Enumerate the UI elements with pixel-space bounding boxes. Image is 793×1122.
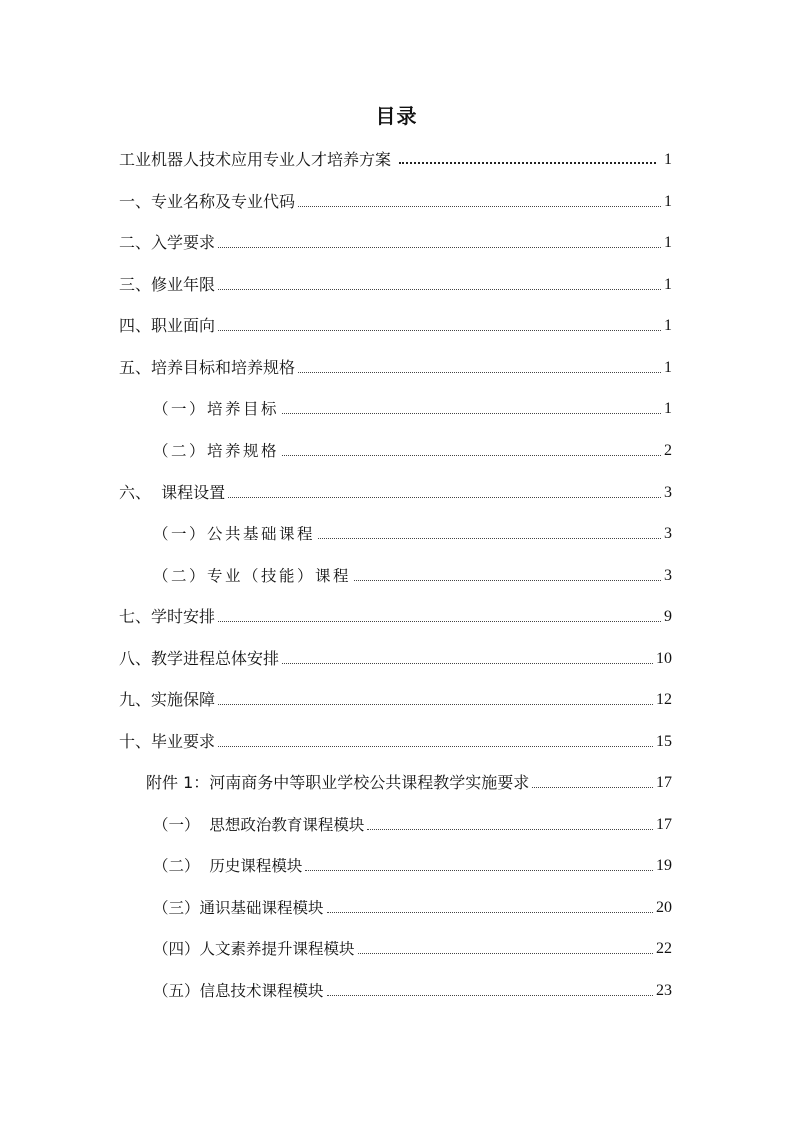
toc-dot-leader [218, 704, 653, 705]
toc-page-number: 1 [664, 193, 672, 210]
toc-entry-section-2[interactable] [119, 230, 672, 254]
toc-entry-section-6-1[interactable] [153, 521, 672, 545]
toc-entry-annex-1-2[interactable] [153, 853, 672, 877]
toc-entry-section-10[interactable] [119, 729, 672, 753]
toc-dot-leader [399, 162, 656, 164]
toc-page-number: 1 [664, 151, 672, 168]
toc-dot-leader [367, 829, 653, 830]
toc-entry-annex-1-1[interactable] [153, 812, 672, 836]
toc-page-number: 15 [656, 733, 672, 750]
toc-entry-label[interactable]: 十、毕业要求 [119, 732, 216, 751]
toc-entry-annex-1[interactable] [146, 770, 672, 794]
toc-entry-section-4[interactable] [119, 313, 672, 337]
toc-page-number: 12 [656, 691, 672, 708]
toc-entry-section-3[interactable] [119, 272, 672, 296]
toc-entry-label[interactable]: 二、入学要求 [119, 233, 216, 252]
toc-entry-section-5-1[interactable] [153, 396, 672, 420]
toc-entry-label[interactable]: 六、 课程设置 [119, 483, 226, 502]
toc-entry-section-6-2[interactable] [153, 563, 672, 587]
toc-entry-label[interactable]: 附件 1：河南商务中等职业学校公共课程教学实施要求 [146, 773, 530, 792]
toc-dot-leader [298, 206, 661, 207]
toc-page-number: 19 [656, 857, 672, 874]
toc-page-number: 3 [664, 525, 672, 542]
toc-page-number: 3 [664, 567, 672, 584]
toc-entry-label[interactable]: （一）培养目标 [153, 400, 280, 418]
toc-entry-label[interactable]: （一）公共基础课程 [153, 525, 316, 543]
toc-dot-leader [282, 455, 661, 456]
toc-entry-annex-1-3[interactable] [153, 895, 672, 919]
toc-entry-label[interactable]: （二）专业（技能）课程 [153, 567, 352, 585]
toc-dot-leader [327, 912, 653, 913]
toc-entry-label[interactable]: （四）人文素养提升课程模块 [153, 940, 355, 958]
toc-dot-leader [218, 289, 661, 290]
toc-entry-section-6[interactable] [119, 480, 672, 504]
toc-entry-section-5-2[interactable] [153, 438, 672, 462]
toc-page-number: 1 [664, 276, 672, 293]
toc-page-number: 22 [656, 940, 672, 957]
toc-page-number: 1 [664, 234, 672, 251]
toc-page-number: 3 [664, 484, 672, 501]
toc-entry-label[interactable]: （五）信息技术课程模块 [153, 982, 324, 1000]
toc-entry-annex-1-4[interactable] [153, 936, 672, 960]
toc-page-number: 1 [664, 359, 672, 376]
page-title: 目录 [375, 104, 418, 128]
toc-dot-leader [282, 413, 661, 414]
toc-entry-label[interactable]: 九、实施保障 [119, 690, 216, 709]
toc-entry-section-8[interactable] [119, 646, 672, 670]
toc-page-number: 17 [656, 774, 672, 791]
toc-entry-section-5[interactable] [119, 355, 672, 379]
toc-dot-leader [298, 372, 661, 373]
toc-page-number: 23 [656, 982, 672, 999]
toc-entry-label[interactable]: 八、教学进程总体安排 [119, 649, 280, 668]
toc-entry-label[interactable]: 五、培养目标和培养规格 [119, 358, 296, 377]
toc-entry-program-title[interactable] [119, 147, 672, 171]
toc-dot-leader [218, 330, 661, 331]
toc-dot-leader [218, 746, 653, 747]
toc-dot-leader [282, 663, 653, 664]
toc-dot-leader [218, 621, 661, 622]
toc-entry-label[interactable]: （三）通识基础课程模块 [153, 899, 324, 917]
toc-page-number: 9 [664, 608, 672, 625]
toc-dot-leader [218, 247, 661, 248]
toc-dot-leader [318, 538, 661, 539]
toc-dot-leader [228, 497, 661, 498]
toc-page-number: 1 [664, 317, 672, 334]
toc-entry-label[interactable]: 四、职业面向 [119, 316, 216, 335]
toc-dot-leader [354, 580, 661, 581]
toc-dot-leader [358, 953, 653, 954]
toc-entry-label[interactable]: （二）培养规格 [153, 442, 280, 460]
toc-entry-label[interactable]: 工业机器人技术应用专业人才培养方案 [119, 150, 392, 169]
toc-dot-leader [305, 870, 653, 871]
toc-entry-label[interactable]: （二） 历史课程模块 [153, 857, 303, 875]
toc-entry-label[interactable]: 三、修业年限 [119, 275, 216, 294]
toc-page-number: 17 [656, 816, 672, 833]
toc-entry-section-9[interactable] [119, 687, 672, 711]
toc-dot-leader [532, 787, 653, 788]
toc-entry-label[interactable]: 一、专业名称及专业代码 [119, 192, 296, 211]
toc-page-number: 2 [664, 442, 672, 459]
toc-page-number: 10 [656, 650, 672, 667]
toc-page-number: 1 [664, 400, 672, 417]
toc-entry-annex-1-5[interactable] [153, 978, 672, 1002]
toc-dot-leader [327, 995, 653, 996]
toc-page-number: 20 [656, 899, 672, 916]
toc-entry-section-1[interactable] [119, 189, 672, 213]
toc-entry-section-7[interactable] [119, 604, 672, 628]
toc-entry-label[interactable]: （一） 思想政治教育课程模块 [153, 816, 365, 834]
toc-entry-label[interactable]: 七、学时安排 [119, 607, 216, 626]
